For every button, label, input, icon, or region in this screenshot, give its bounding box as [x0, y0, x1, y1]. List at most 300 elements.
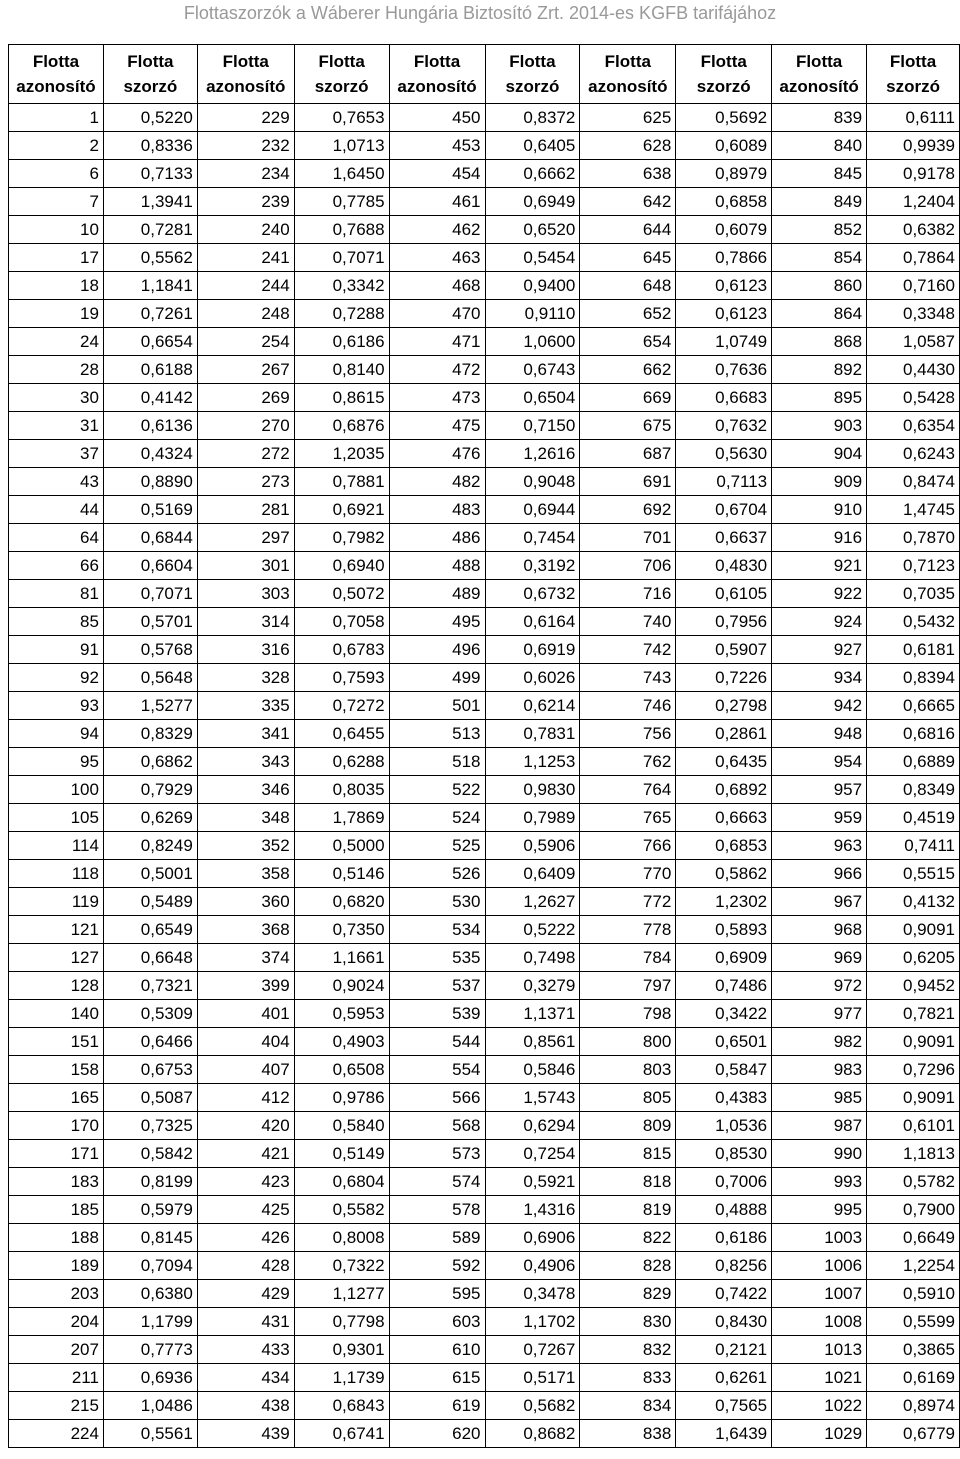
fleet-id-cell: 30	[9, 384, 104, 412]
fleet-multiplier-cell: 0,6843	[294, 1392, 389, 1420]
fleet-multiplier-cell: 0,5562	[103, 244, 197, 272]
fleet-id-cell: 909	[772, 468, 867, 496]
fleet-multiplier-cell: 0,5847	[676, 1056, 772, 1084]
fleet-id-cell: 982	[772, 1028, 867, 1056]
fleet-id-cell: 652	[580, 300, 676, 328]
fleet-multiplier-cell: 1,0536	[676, 1112, 772, 1140]
fleet-id-cell: 425	[197, 1196, 294, 1224]
fleet-multiplier-cell: 0,6663	[676, 804, 772, 832]
fleet-multiplier-table-container	[8, 44, 960, 1448]
fleet-id-cell: 426	[197, 1224, 294, 1252]
fleet-multiplier-cell: 0,5910	[867, 1280, 960, 1308]
fleet-multiplier-cell: 0,6779	[867, 1420, 960, 1448]
fleet-multiplier-cell: 0,5220	[103, 104, 197, 132]
table-row	[9, 944, 960, 972]
fleet-multiplier-cell: 1,6439	[676, 1420, 772, 1448]
fleet-id-cell: 916	[772, 524, 867, 552]
fleet-multiplier-cell: 1,2302	[676, 888, 772, 916]
fleet-id-cell: 352	[197, 832, 294, 860]
fleet-multiplier-cell: 0,6382	[867, 216, 960, 244]
fleet-id-cell: 244	[197, 272, 294, 300]
fleet-multiplier-cell: 0,6820	[294, 888, 389, 916]
header-fleet-id-3: Flotta azonosító	[389, 45, 485, 104]
fleet-multiplier-cell: 1,3941	[103, 188, 197, 216]
fleet-multiplier-cell: 0,6649	[867, 1224, 960, 1252]
header-fleet-multiplier-2: Flotta szorzó	[294, 45, 389, 104]
fleet-multiplier-cell: 0,9024	[294, 972, 389, 1000]
fleet-multiplier-cell: 0,4519	[867, 804, 960, 832]
table-row	[9, 160, 960, 188]
fleet-multiplier-cell: 0,6732	[485, 580, 580, 608]
fleet-id-cell: 171	[9, 1140, 104, 1168]
fleet-multiplier-cell: 0,6435	[676, 748, 772, 776]
fleet-id-cell: 431	[197, 1308, 294, 1336]
fleet-id-cell: 833	[580, 1364, 676, 1392]
table-row	[9, 356, 960, 384]
fleet-id-cell: 64	[9, 524, 104, 552]
fleet-multiplier-cell: 1,0749	[676, 328, 772, 356]
table-row	[9, 496, 960, 524]
fleet-id-cell: 805	[580, 1084, 676, 1112]
fleet-id-cell: 922	[772, 580, 867, 608]
fleet-id-cell: 66	[9, 552, 104, 580]
fleet-multiplier-cell: 0,7322	[294, 1252, 389, 1280]
fleet-multiplier-cell: 0,7864	[867, 244, 960, 272]
fleet-id-cell: 518	[389, 748, 485, 776]
fleet-multiplier-cell: 0,6906	[485, 1224, 580, 1252]
fleet-id-cell: 401	[197, 1000, 294, 1028]
fleet-id-cell: 524	[389, 804, 485, 832]
table-row	[9, 104, 960, 132]
fleet-multiplier-cell: 0,7653	[294, 104, 389, 132]
table-row	[9, 1168, 960, 1196]
table-row	[9, 1140, 960, 1168]
header-fleet-id-2: Flotta azonosító	[197, 45, 294, 104]
fleet-id-cell: 328	[197, 664, 294, 692]
fleet-multiplier-cell: 0,6181	[867, 636, 960, 664]
fleet-id-cell: 628	[580, 132, 676, 160]
fleet-multiplier-cell: 0,6919	[485, 636, 580, 664]
fleet-id-cell: 486	[389, 524, 485, 552]
fleet-id-cell: 993	[772, 1168, 867, 1196]
fleet-id-cell: 840	[772, 132, 867, 160]
fleet-multiplier-cell: 0,6380	[103, 1280, 197, 1308]
fleet-id-cell: 892	[772, 356, 867, 384]
fleet-id-cell: 462	[389, 216, 485, 244]
fleet-id-cell: 815	[580, 1140, 676, 1168]
fleet-multiplier-cell: 0,8974	[867, 1392, 960, 1420]
fleet-multiplier-cell: 0,6405	[485, 132, 580, 160]
fleet-id-cell: 669	[580, 384, 676, 412]
fleet-id-cell: 203	[9, 1280, 104, 1308]
fleet-multiplier-cell: 0,7498	[485, 944, 580, 972]
fleet-multiplier-cell: 0,2861	[676, 720, 772, 748]
fleet-multiplier-cell: 0,7150	[485, 412, 580, 440]
fleet-multiplier-cell: 0,6101	[867, 1112, 960, 1140]
fleet-multiplier-cell: 1,2035	[294, 440, 389, 468]
fleet-multiplier-cell: 0,6683	[676, 384, 772, 412]
fleet-id-cell: 895	[772, 384, 867, 412]
fleet-multiplier-cell: 0,9091	[867, 1084, 960, 1112]
fleet-id-cell: 977	[772, 1000, 867, 1028]
fleet-id-cell: 985	[772, 1084, 867, 1112]
fleet-multiplier-cell: 0,5309	[103, 1000, 197, 1028]
fleet-multiplier-cell: 0,7261	[103, 300, 197, 328]
fleet-id-cell: 94	[9, 720, 104, 748]
fleet-multiplier-cell: 0,6743	[485, 356, 580, 384]
fleet-id-cell: 348	[197, 804, 294, 832]
fleet-id-cell: 904	[772, 440, 867, 468]
fleet-multiplier-cell: 0,7989	[485, 804, 580, 832]
table-row	[9, 748, 960, 776]
fleet-multiplier-cell: 0,6889	[867, 748, 960, 776]
fleet-multiplier-cell: 0,6654	[103, 328, 197, 356]
fleet-id-cell: 6	[9, 160, 104, 188]
fleet-id-cell: 535	[389, 944, 485, 972]
fleet-id-cell: 454	[389, 160, 485, 188]
fleet-id-cell: 407	[197, 1056, 294, 1084]
fleet-multiplier-cell: 0,4903	[294, 1028, 389, 1056]
table-row	[9, 1112, 960, 1140]
fleet-multiplier-cell: 0,7632	[676, 412, 772, 440]
fleet-id-cell: 544	[389, 1028, 485, 1056]
fleet-id-cell: 959	[772, 804, 867, 832]
fleet-multiplier-cell: 0,6604	[103, 552, 197, 580]
fleet-multiplier-cell: 0,7831	[485, 720, 580, 748]
table-row	[9, 860, 960, 888]
fleet-id-cell: 743	[580, 664, 676, 692]
fleet-multiplier-cell: 0,7133	[103, 160, 197, 188]
fleet-multiplier-cell: 0,9786	[294, 1084, 389, 1112]
fleet-id-cell: 341	[197, 720, 294, 748]
fleet-id-cell: 829	[580, 1280, 676, 1308]
fleet-multiplier-cell: 0,5648	[103, 664, 197, 692]
fleet-id-cell: 476	[389, 440, 485, 468]
fleet-multiplier-cell: 0,6164	[485, 608, 580, 636]
fleet-multiplier-cell: 0,6079	[676, 216, 772, 244]
fleet-id-cell: 983	[772, 1056, 867, 1084]
fleet-id-cell: 573	[389, 1140, 485, 1168]
fleet-multiplier-cell: 0,8682	[485, 1420, 580, 1448]
fleet-id-cell: 797	[580, 972, 676, 1000]
fleet-id-cell: 868	[772, 328, 867, 356]
fleet-multiplier-cell: 0,6186	[676, 1224, 772, 1252]
fleet-multiplier-cell: 0,8394	[867, 664, 960, 692]
fleet-id-cell: 525	[389, 832, 485, 860]
table-row	[9, 832, 960, 860]
fleet-multiplier-cell: 1,1277	[294, 1280, 389, 1308]
header-fleet-id-1: Flotta azonosító	[9, 45, 104, 104]
fleet-multiplier-cell: 1,1841	[103, 272, 197, 300]
fleet-multiplier-cell: 0,5072	[294, 580, 389, 608]
fleet-multiplier-cell: 1,1371	[485, 1000, 580, 1028]
fleet-id-cell: 948	[772, 720, 867, 748]
fleet-multiplier-cell: 0,6783	[294, 636, 389, 664]
fleet-id-cell: 701	[580, 524, 676, 552]
fleet-multiplier-cell: 0,6665	[867, 692, 960, 720]
fleet-id-cell: 654	[580, 328, 676, 356]
fleet-multiplier-cell: 0,7565	[676, 1392, 772, 1420]
fleet-id-cell: 2	[9, 132, 104, 160]
fleet-multiplier-cell: 1,7869	[294, 804, 389, 832]
fleet-id-cell: 839	[772, 104, 867, 132]
table-row	[9, 1420, 960, 1448]
fleet-multiplier-cell: 0,9830	[485, 776, 580, 804]
fleet-id-cell: 429	[197, 1280, 294, 1308]
fleet-multiplier-cell: 1,1702	[485, 1308, 580, 1336]
fleet-multiplier-cell: 0,6648	[103, 944, 197, 972]
fleet-multiplier-cell: 0,6288	[294, 748, 389, 776]
fleet-multiplier-cell: 0,6520	[485, 216, 580, 244]
fleet-multiplier-cell: 0,6188	[103, 356, 197, 384]
fleet-multiplier-cell: 1,2254	[867, 1252, 960, 1280]
fleet-id-cell: 158	[9, 1056, 104, 1084]
fleet-id-cell: 269	[197, 384, 294, 412]
fleet-id-cell: 675	[580, 412, 676, 440]
fleet-id-cell: 273	[197, 468, 294, 496]
header-fleet-multiplier-5: Flotta szorzó	[867, 45, 960, 104]
fleet-id-cell: 92	[9, 664, 104, 692]
fleet-multiplier-cell: 0,7956	[676, 608, 772, 636]
fleet-id-cell: 499	[389, 664, 485, 692]
fleet-multiplier-cell: 0,5001	[103, 860, 197, 888]
fleet-id-cell: 860	[772, 272, 867, 300]
fleet-id-cell: 648	[580, 272, 676, 300]
fleet-multiplier-cell: 0,3348	[867, 300, 960, 328]
fleet-id-cell: 31	[9, 412, 104, 440]
fleet-id-cell: 18	[9, 272, 104, 300]
fleet-multiplier-cell: 0,7773	[103, 1336, 197, 1364]
fleet-multiplier-cell: 1,2616	[485, 440, 580, 468]
fleet-id-cell: 420	[197, 1112, 294, 1140]
fleet-id-cell: 297	[197, 524, 294, 552]
table-row	[9, 300, 960, 328]
fleet-multiplier-cell: 0,7593	[294, 664, 389, 692]
table-row	[9, 1308, 960, 1336]
fleet-multiplier-cell: 0,9048	[485, 468, 580, 496]
fleet-id-cell: 185	[9, 1196, 104, 1224]
fleet-id-cell: 746	[580, 692, 676, 720]
table-row	[9, 188, 960, 216]
fleet-multiplier-cell: 0,5907	[676, 636, 772, 664]
table-row	[9, 608, 960, 636]
fleet-multiplier-cell: 0,7900	[867, 1196, 960, 1224]
fleet-id-cell: 121	[9, 916, 104, 944]
fleet-id-cell: 211	[9, 1364, 104, 1392]
fleet-id-cell: 17	[9, 244, 104, 272]
fleet-multiplier-cell: 0,6169	[867, 1364, 960, 1392]
fleet-multiplier-cell: 1,0600	[485, 328, 580, 356]
fleet-multiplier-cell: 0,5782	[867, 1168, 960, 1196]
fleet-id-cell: 828	[580, 1252, 676, 1280]
fleet-multiplier-cell: 0,5087	[103, 1084, 197, 1112]
fleet-id-cell: 368	[197, 916, 294, 944]
fleet-multiplier-cell: 0,5893	[676, 916, 772, 944]
fleet-id-cell: 463	[389, 244, 485, 272]
fleet-id-cell: 272	[197, 440, 294, 468]
fleet-id-cell: 24	[9, 328, 104, 356]
fleet-id-cell: 44	[9, 496, 104, 524]
fleet-multiplier-cell: 0,8530	[676, 1140, 772, 1168]
table-row	[9, 1028, 960, 1056]
fleet-id-cell: 316	[197, 636, 294, 664]
fleet-id-cell: 966	[772, 860, 867, 888]
table-row	[9, 524, 960, 552]
fleet-id-cell: 501	[389, 692, 485, 720]
fleet-multiplier-cell: 0,5146	[294, 860, 389, 888]
fleet-multiplier-cell: 0,4132	[867, 888, 960, 916]
fleet-multiplier-cell: 1,0587	[867, 328, 960, 356]
fleet-multiplier-cell: 0,2121	[676, 1336, 772, 1364]
fleet-id-cell: 433	[197, 1336, 294, 1364]
fleet-id-cell: 578	[389, 1196, 485, 1224]
fleet-id-cell: 28	[9, 356, 104, 384]
fleet-multiplier-cell: 0,5846	[485, 1056, 580, 1084]
fleet-multiplier-cell: 0,8199	[103, 1168, 197, 1196]
fleet-id-cell: 770	[580, 860, 676, 888]
fleet-multiplier-table	[8, 44, 960, 1448]
header-row	[9, 45, 960, 104]
fleet-id-cell: 472	[389, 356, 485, 384]
fleet-multiplier-cell: 0,7071	[103, 580, 197, 608]
fleet-multiplier-cell: 0,9178	[867, 160, 960, 188]
fleet-multiplier-cell: 0,7094	[103, 1252, 197, 1280]
fleet-multiplier-cell: 0,5768	[103, 636, 197, 664]
fleet-id-cell: 114	[9, 832, 104, 860]
fleet-multiplier-cell: 0,7071	[294, 244, 389, 272]
fleet-id-cell: 803	[580, 1056, 676, 1084]
fleet-multiplier-cell: 1,0713	[294, 132, 389, 160]
fleet-id-cell: 1003	[772, 1224, 867, 1252]
fleet-multiplier-cell: 0,4142	[103, 384, 197, 412]
table-row	[9, 1196, 960, 1224]
fleet-multiplier-cell: 0,9452	[867, 972, 960, 1000]
fleet-multiplier-cell: 0,3478	[485, 1280, 580, 1308]
fleet-id-cell: 37	[9, 440, 104, 468]
table-row	[9, 1252, 960, 1280]
fleet-id-cell: 756	[580, 720, 676, 748]
table-row	[9, 384, 960, 412]
fleet-id-cell: 969	[772, 944, 867, 972]
fleet-id-cell: 838	[580, 1420, 676, 1448]
fleet-id-cell: 987	[772, 1112, 867, 1140]
table-row	[9, 244, 960, 272]
fleet-id-cell: 314	[197, 608, 294, 636]
fleet-id-cell: 453	[389, 132, 485, 160]
fleet-multiplier-cell: 0,7866	[676, 244, 772, 272]
fleet-id-cell: 642	[580, 188, 676, 216]
fleet-multiplier-cell: 0,4430	[867, 356, 960, 384]
fleet-id-cell: 854	[772, 244, 867, 272]
fleet-multiplier-cell: 0,7454	[485, 524, 580, 552]
fleet-id-cell: 461	[389, 188, 485, 216]
fleet-id-cell: 995	[772, 1196, 867, 1224]
fleet-id-cell: 910	[772, 496, 867, 524]
fleet-id-cell: 346	[197, 776, 294, 804]
fleet-id-cell: 903	[772, 412, 867, 440]
fleet-id-cell: 248	[197, 300, 294, 328]
fleet-id-cell: 592	[389, 1252, 485, 1280]
fleet-multiplier-cell: 0,5582	[294, 1196, 389, 1224]
fleet-id-cell: 972	[772, 972, 867, 1000]
fleet-id-cell: 963	[772, 832, 867, 860]
fleet-multiplier-cell: 0,5692	[676, 104, 772, 132]
fleet-multiplier-cell: 0,6026	[485, 664, 580, 692]
fleet-id-cell: 530	[389, 888, 485, 916]
fleet-id-cell: 620	[389, 1420, 485, 1448]
fleet-id-cell: 638	[580, 160, 676, 188]
fleet-id-cell: 439	[197, 1420, 294, 1448]
table-row	[9, 692, 960, 720]
fleet-multiplier-cell: 1,1799	[103, 1308, 197, 1336]
fleet-multiplier-cell: 0,6921	[294, 496, 389, 524]
fleet-id-cell: 358	[197, 860, 294, 888]
fleet-id-cell: 43	[9, 468, 104, 496]
table-row	[9, 664, 960, 692]
fleet-multiplier-cell: 0,7288	[294, 300, 389, 328]
fleet-id-cell: 267	[197, 356, 294, 384]
fleet-multiplier-cell: 0,6844	[103, 524, 197, 552]
fleet-id-cell: 832	[580, 1336, 676, 1364]
fleet-id-cell: 967	[772, 888, 867, 916]
fleet-multiplier-cell: 0,6949	[485, 188, 580, 216]
fleet-id-cell: 81	[9, 580, 104, 608]
fleet-id-cell: 232	[197, 132, 294, 160]
fleet-multiplier-cell: 0,6637	[676, 524, 772, 552]
table-row	[9, 804, 960, 832]
fleet-id-cell: 740	[580, 608, 676, 636]
fleet-id-cell: 778	[580, 916, 676, 944]
fleet-id-cell: 204	[9, 1308, 104, 1336]
fleet-multiplier-cell: 0,8140	[294, 356, 389, 384]
fleet-multiplier-cell: 0,6704	[676, 496, 772, 524]
fleet-multiplier-cell: 0,9091	[867, 916, 960, 944]
table-row	[9, 1280, 960, 1308]
table-row	[9, 468, 960, 496]
fleet-multiplier-cell: 0,9939	[867, 132, 960, 160]
fleet-multiplier-cell: 0,6501	[676, 1028, 772, 1056]
fleet-id-cell: 127	[9, 944, 104, 972]
fleet-multiplier-cell: 0,6409	[485, 860, 580, 888]
fleet-id-cell: 742	[580, 636, 676, 664]
fleet-id-cell: 450	[389, 104, 485, 132]
header-fleet-id-4: Flotta azonosító	[580, 45, 676, 104]
fleet-multiplier-cell: 0,6214	[485, 692, 580, 720]
table-row	[9, 440, 960, 468]
fleet-id-cell: 539	[389, 1000, 485, 1028]
fleet-multiplier-cell: 1,1739	[294, 1364, 389, 1392]
fleet-id-cell: 215	[9, 1392, 104, 1420]
fleet-id-cell: 119	[9, 888, 104, 916]
fleet-multiplier-cell: 0,6892	[676, 776, 772, 804]
fleet-multiplier-cell: 0,4383	[676, 1084, 772, 1112]
fleet-id-cell: 234	[197, 160, 294, 188]
fleet-multiplier-cell: 0,7321	[103, 972, 197, 1000]
fleet-id-cell: 140	[9, 1000, 104, 1028]
fleet-multiplier-cell: 1,0486	[103, 1392, 197, 1420]
fleet-id-cell: 513	[389, 720, 485, 748]
fleet-multiplier-cell: 0,8329	[103, 720, 197, 748]
fleet-multiplier-cell: 0,6089	[676, 132, 772, 160]
fleet-id-cell: 574	[389, 1168, 485, 1196]
fleet-multiplier-cell: 1,1813	[867, 1140, 960, 1168]
fleet-id-cell: 404	[197, 1028, 294, 1056]
table-row	[9, 916, 960, 944]
fleet-multiplier-cell: 0,6508	[294, 1056, 389, 1084]
fleet-id-cell: 772	[580, 888, 676, 916]
fleet-multiplier-cell: 0,6876	[294, 412, 389, 440]
fleet-multiplier-cell: 0,7881	[294, 468, 389, 496]
